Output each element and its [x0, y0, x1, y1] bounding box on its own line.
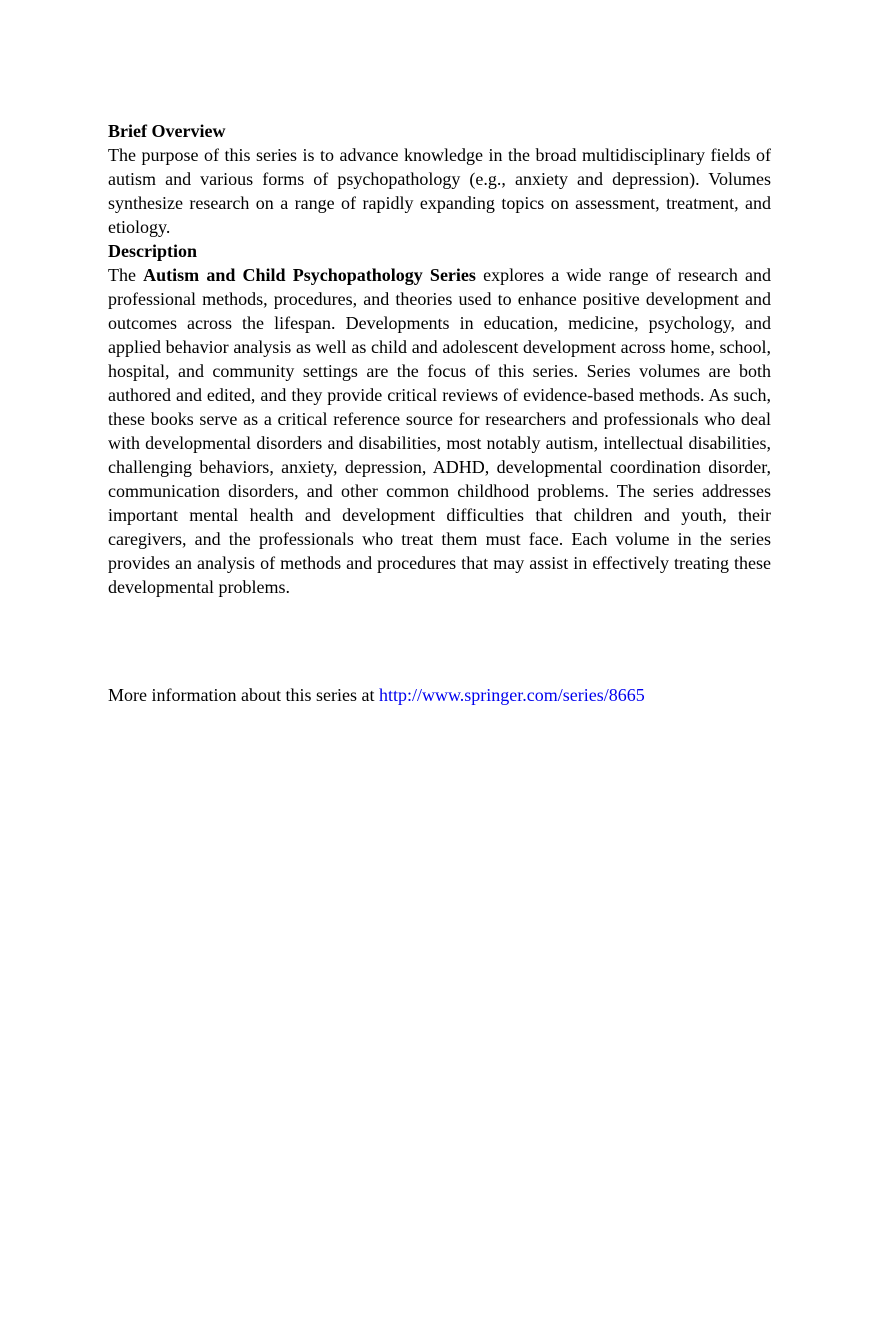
- document-body: [108, 119, 771, 599]
- more-info-label: More information about this series at: [108, 685, 379, 705]
- more-info-line: [108, 683, 645, 707]
- description-text: [108, 263, 771, 599]
- description-heading: Description: [108, 241, 197, 261]
- series-name: Autism and Child Psychopathology Series: [143, 265, 476, 285]
- description-body: explores a wide range of research and professional methods, procedures, and theories used to enhance positive development and outcomes across the lifespan. Developments in education, medicine, psychology, and applied behavior analysis as well as child and adolescent development across home, school, hospital, and community settings are the focus of this series. Series volumes are both authored and edited, and they provide critical reviews of evidence-based methods. As such, these books serve as a critical reference source for researchers and professionals who deal with developmental disorders and disabilities, most notably autism, intellectual disabilities, challenging behaviors, anxiety, depression, ADHD, developmental coordination disorder, communication disorders, and other common childhood problems. The series addresses important mental health and development difficulties that children and youth, their caregivers, and the professionals who treat them must face. Each volume in the series provides an analysis of methods and procedures that may assist in effectively treating these developmental problems.: [108, 265, 771, 597]
- series-link[interactable]: http://www.springer.com/series/8665: [378, 685, 645, 705]
- brief-overview-text: The purpose of this series is to advance knowledge in the broad multidisciplinary fields of autism and various forms of psychopathology (e.g., anxiety and depression). Volumes synthesize research on a range of rapidly expanding topics on assessment, treatment, and etiology.: [108, 145, 771, 237]
- brief-overview-heading: Brief Overview: [108, 121, 226, 141]
- description-intro: The: [108, 265, 144, 285]
